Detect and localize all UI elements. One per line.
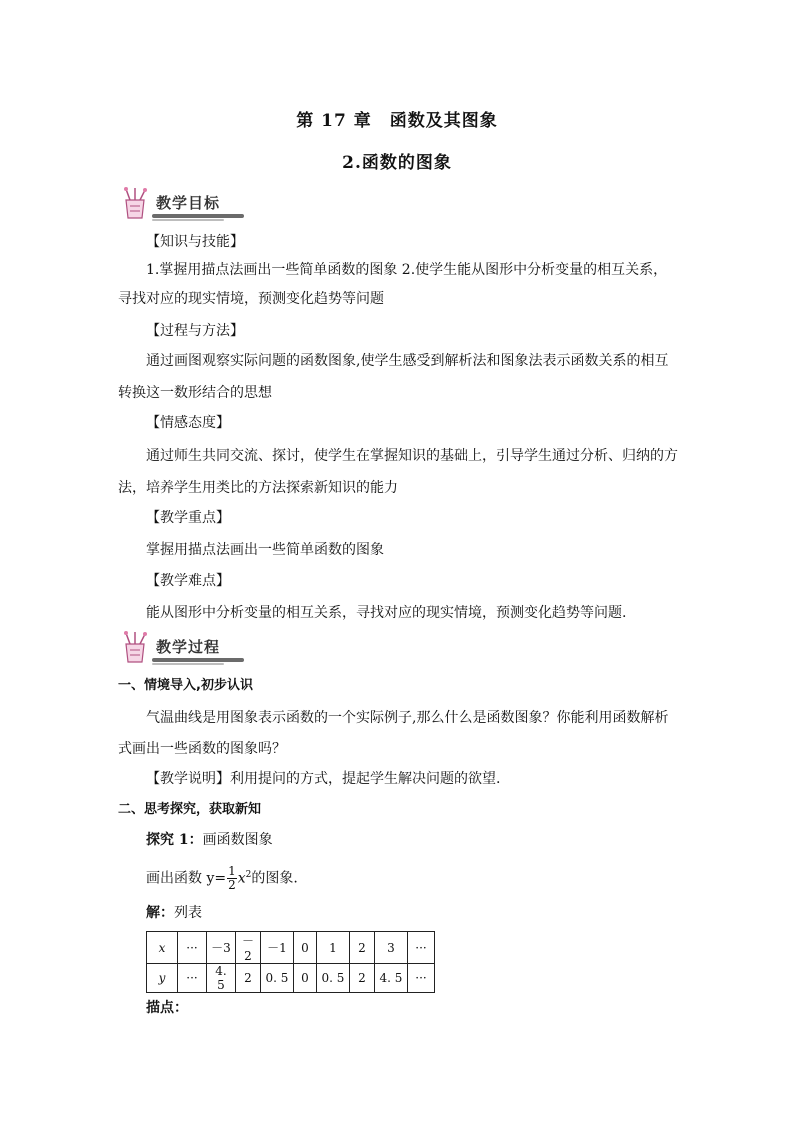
badge-underline-light — [152, 219, 224, 221]
emotion-line-1: 通过师生共同交流、探讨，使学生在掌握知识的基础上，引导学生通过分析、归纳的方 — [146, 448, 678, 464]
exponent: 2 — [245, 870, 252, 880]
table-cell: 2 — [350, 932, 375, 964]
table-cell: y — [147, 964, 178, 993]
table-cell: －2 — [236, 932, 261, 964]
table-cell: 0. 5 — [317, 964, 350, 993]
process-badge — [118, 630, 248, 666]
table-cell: －1 — [261, 932, 294, 964]
key-point-heading: 【教学重点】 — [146, 510, 230, 526]
table-cell: 2 — [350, 964, 375, 993]
process-method-heading: 【过程与方法】 — [146, 323, 244, 339]
part-one-note: 【教学说明】利用提问的方式，提起学生解决问题的欲望. — [146, 771, 501, 787]
fraction-denominator: 2 — [228, 878, 236, 893]
explore-label: 探究 1： — [146, 832, 203, 848]
table-cell: 2 — [236, 964, 261, 993]
badge-underline-light — [152, 663, 224, 665]
draw-function-line — [146, 858, 706, 896]
variable-x: x — [237, 870, 246, 887]
part-two-heading: 二、思考探究，获取新知 — [118, 802, 262, 817]
solution-label: 解： — [146, 905, 174, 921]
chapter-title: 第 17 章 函数及其图象 — [296, 111, 498, 131]
difficult-point-line: 能从图形中分析变量的相互关系，寻找对应的现实情境，预测变化趋势等问题. — [146, 605, 627, 621]
pen-holder-icon — [118, 630, 152, 666]
part-one-line-1: 气温曲线是用图象表示函数的一个实际例子,那么什么是函数图象？你能利用函数解析 — [146, 710, 669, 726]
knowledge-heading: 【知识与技能】 — [146, 234, 244, 250]
solution-text: 列表 — [174, 905, 202, 921]
emotion-line-2: 法，培养学生用类比的方法探索新知识的能力 — [118, 480, 398, 496]
table-cell: 4. 5 — [375, 964, 408, 993]
solution-line — [146, 900, 706, 926]
badge-underline — [152, 214, 244, 218]
draw-suffix: 的图象. — [251, 870, 298, 887]
knowledge-line-2: 寻找对应的现实情境，预测变化趋势等问题 — [118, 291, 384, 307]
table-cell: ··· — [408, 932, 435, 964]
table-cell: 3 — [375, 932, 408, 964]
draw-prefix: 画出函数 y= — [146, 870, 227, 887]
objectives-badge-label: 教学目标 — [156, 194, 221, 212]
badge-underline — [152, 658, 244, 662]
explore-line — [146, 827, 706, 853]
key-point-line: 掌握用描点法画出一些简单函数的图象 — [146, 542, 384, 558]
pen-holder-icon — [118, 186, 152, 222]
table-cell: －3 — [207, 932, 236, 964]
objectives-badge — [118, 186, 248, 222]
table-row — [147, 932, 435, 964]
value-table — [146, 931, 435, 993]
emotion-heading: 【情感态度】 — [146, 415, 230, 431]
plot-points-line: 描点： — [146, 1000, 188, 1016]
part-one-heading: 一、情境导入,初步认识 — [118, 678, 253, 693]
fraction-numerator: 1 — [228, 864, 236, 879]
table-cell: 1 — [317, 932, 350, 964]
section-title: 2.函数的图象 — [342, 153, 452, 173]
part-one-line-2: 式画出一些函数的图象吗？ — [118, 741, 286, 757]
difficult-point-heading: 【教学难点】 — [146, 573, 230, 589]
knowledge-line-1: 1.掌握用描点法画出一些简单函数的图象 2.使学生能从图形中分析变量的相互关系， — [146, 262, 668, 278]
table-cell: ··· — [408, 964, 435, 993]
table-cell: 0 — [294, 932, 317, 964]
table-cell: 0 — [294, 964, 317, 993]
table-cell: 0. 5 — [261, 964, 294, 993]
table-cell: x — [147, 932, 178, 964]
table-cell: ··· — [178, 932, 207, 964]
process-method-line-2: 转换这一数形结合的思想 — [118, 385, 272, 401]
fraction — [227, 865, 237, 892]
explore-title: 画函数图象 — [202, 832, 273, 848]
process-badge-label: 教学过程 — [156, 638, 221, 656]
process-method-line-1: 通过画图观察实际问题的函数图象,使学生感受到解析法和图象法表示函数关系的相互 — [146, 353, 669, 369]
table-cell: ··· — [178, 964, 207, 993]
table-row — [147, 964, 435, 993]
table-cell: 4. 5 — [207, 964, 236, 993]
